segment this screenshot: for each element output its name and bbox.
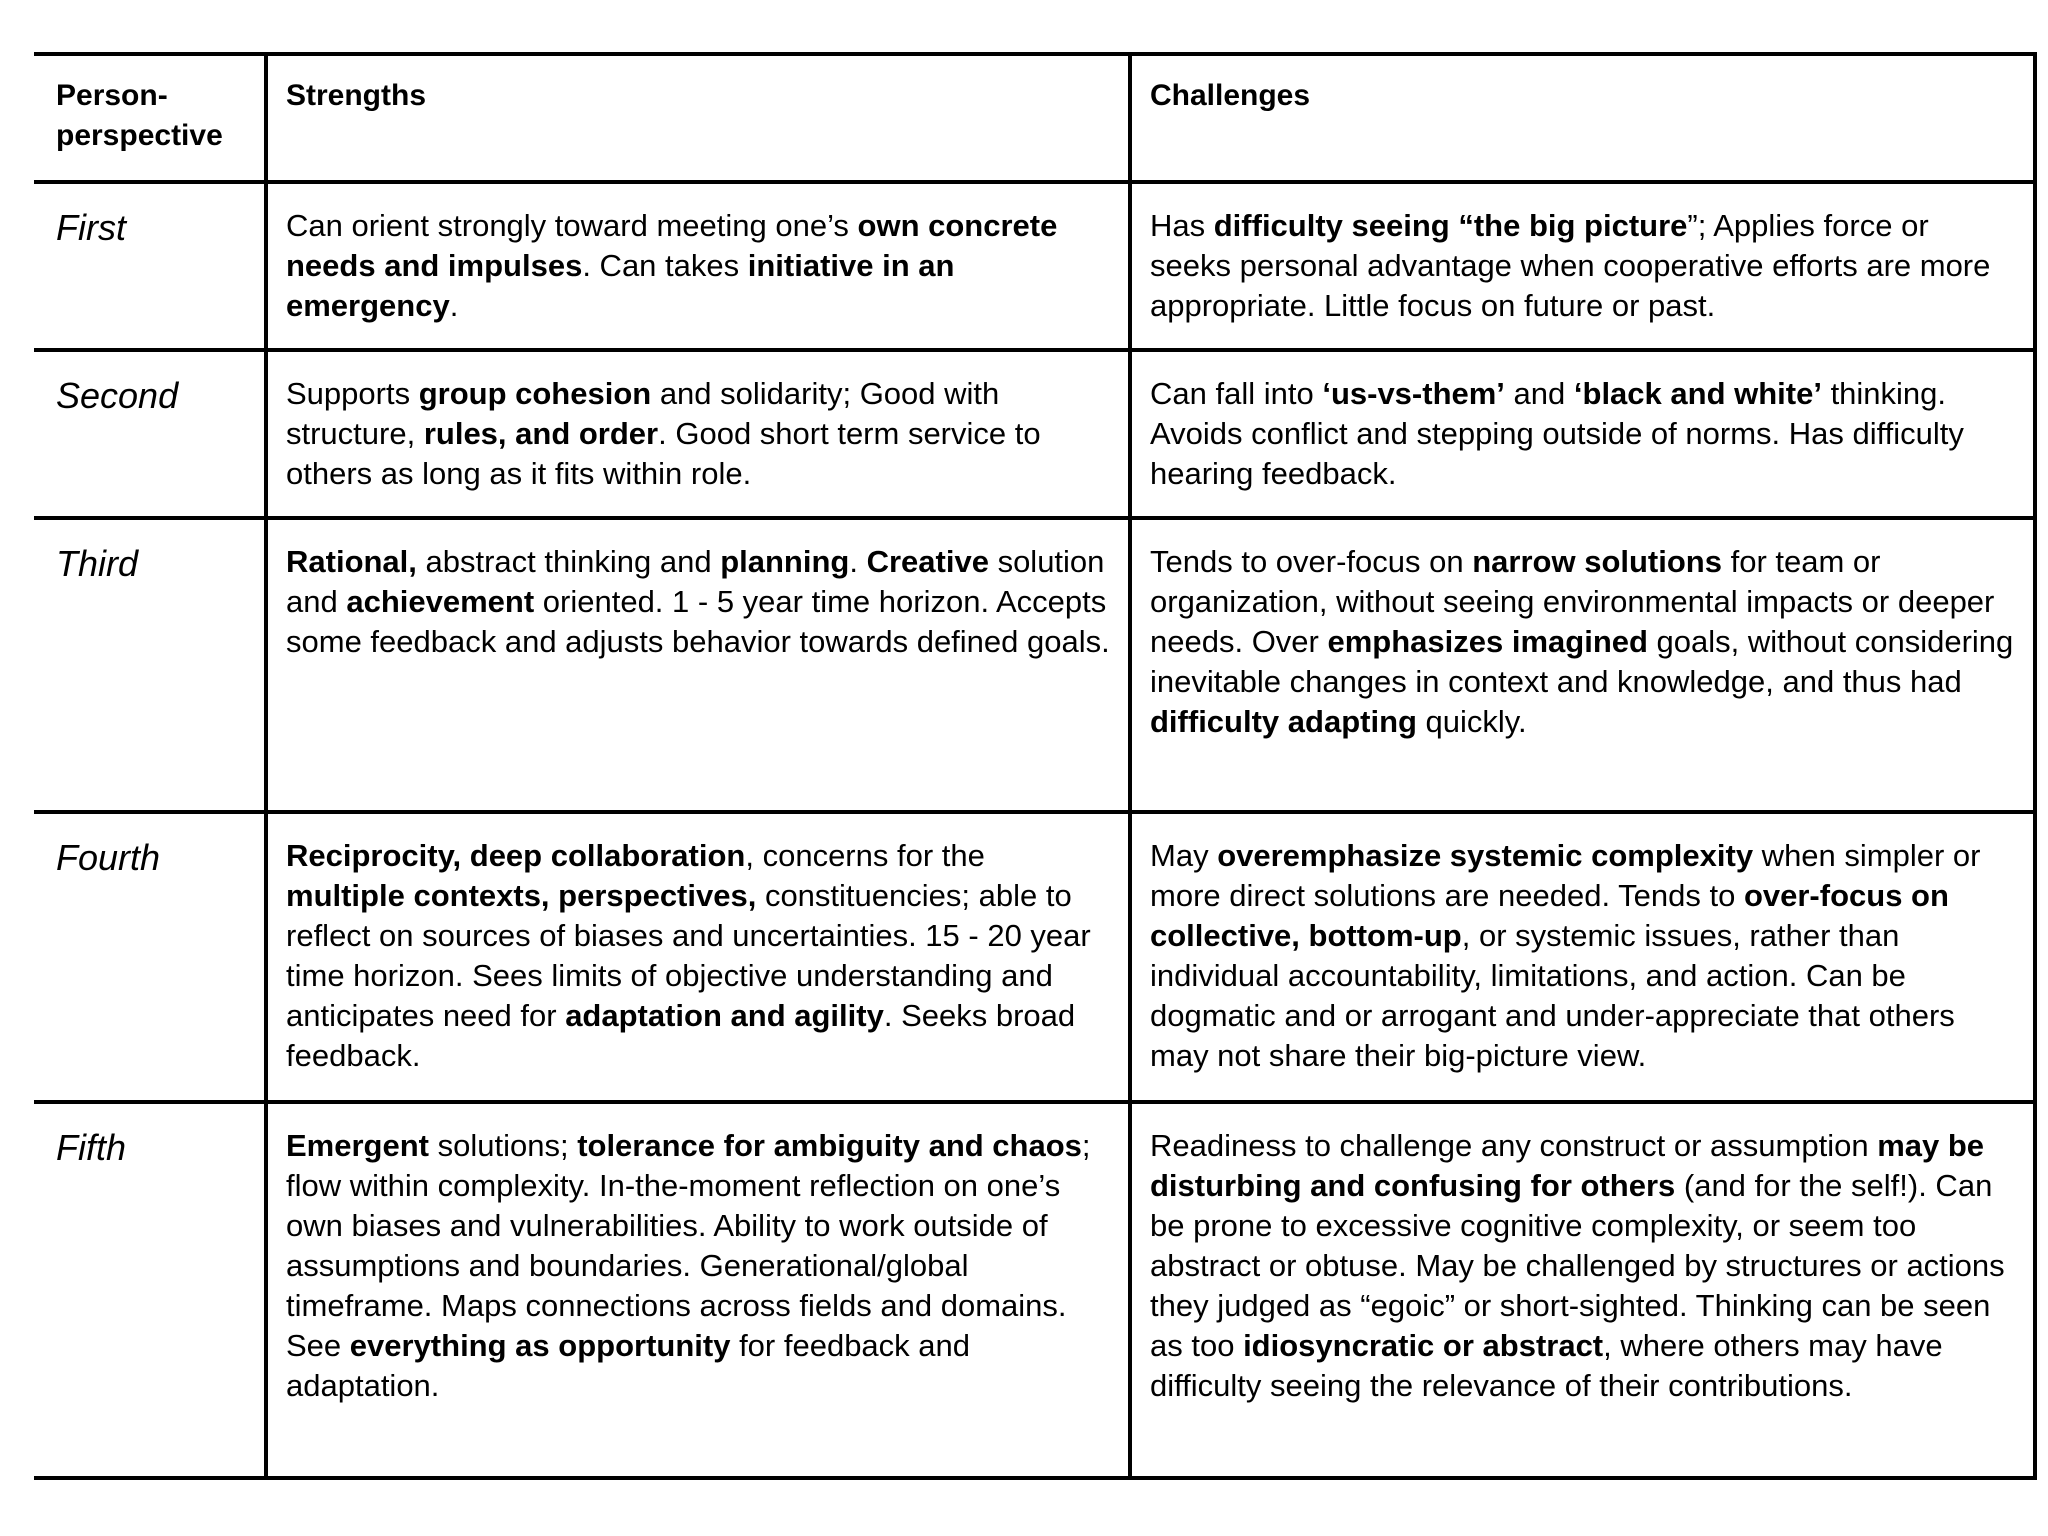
bold-text-run: adaptation and agility — [565, 998, 884, 1033]
bold-text-run: multiple contexts, perspectives, — [286, 878, 757, 913]
bold-text-run: idiosyncratic or abstract — [1243, 1328, 1604, 1363]
text-run: Tends to over-focus on — [1150, 544, 1473, 579]
bold-text-run: rules, and order — [423, 416, 659, 451]
table-row — [36, 350, 2035, 518]
perspective-cell: Fifth — [36, 1102, 266, 1478]
table-row — [36, 1102, 2035, 1478]
bold-text-run: Emergent — [286, 1128, 429, 1163]
bold-text-run: narrow solutions — [1472, 544, 1722, 579]
text-run: , or systemic issues, rather than individual accountability, limitations, and action. Can be dogmatic and or arrogant and under-appreciate that others may not share their big-picture view. — [1150, 918, 1955, 1073]
challenges-cell — [1130, 812, 2035, 1102]
text-run: . Good short term service to others as long as it fits within role. — [286, 416, 1041, 491]
perspectives-table — [34, 52, 2037, 1480]
text-run: oriented. 1 - 5 year time horizon. Accepts some feedback and adjusts behavior towards defined goals. — [286, 584, 1110, 659]
bold-text-run: ‘black and white’ — [1573, 376, 1822, 411]
text-run: goals, without considering inevitable changes in context and knowledge, and thus had — [1150, 624, 2014, 699]
strengths-cell — [266, 812, 1130, 1102]
text-run: Has — [1150, 208, 1214, 243]
text-run: Supports — [286, 376, 419, 411]
bold-text-run: difficulty seeing “the big picture — [1213, 208, 1688, 243]
text-run: for feedback and adaptation. — [286, 1328, 971, 1403]
text-run: ; flow within complexity. In-the-moment reflection on one’s own biases and vulnerabilities. Ability to work outside of assumptions and boundaries. Generational/global timeframe. Maps connections across fields and domains. See — [286, 1128, 1091, 1363]
text-run: Readiness to challenge any construct or assumption — [1150, 1128, 1878, 1163]
text-run: when simpler or more direct solutions are needed. Tends to — [1150, 838, 1981, 913]
strengths-cell — [266, 350, 1130, 518]
bold-text-run: achievement — [346, 584, 535, 619]
bold-text-run: may be disturbing and confusing for others — [1150, 1128, 1985, 1203]
text-run: thinking. Avoids conflict and stepping outside of norms. Has difficulty hearing feedback. — [1150, 376, 1964, 491]
perspective-cell: Second — [36, 350, 266, 518]
header-challenges: Challenges — [1130, 54, 2035, 182]
bold-text-run: initiative in an emergency — [286, 248, 955, 323]
bold-text-run: Creative — [866, 544, 989, 579]
header-row — [36, 54, 2035, 182]
text-run: and — [1504, 376, 1574, 411]
bold-text-run: emphasizes imagined — [1327, 624, 1648, 659]
challenges-cell — [1130, 1102, 2035, 1478]
text-run: . Can takes — [582, 248, 748, 283]
challenges-cell — [1130, 182, 2035, 350]
bold-text-run: ‘us-vs-them’ — [1322, 376, 1505, 411]
text-run: May — [1150, 838, 1218, 873]
bold-text-run: over-focus on collective, bottom-up — [1150, 878, 1949, 953]
text-run: , concerns for the — [745, 838, 985, 873]
bold-text-run: difficulty adapting — [1150, 704, 1417, 739]
text-run: abstract thinking and — [416, 544, 721, 579]
text-run: quickly. — [1416, 704, 1527, 739]
text-run: for team or organization, without seeing environmental impacts or deeper needs. Over — [1150, 544, 1995, 659]
text-run: solutions; — [428, 1128, 578, 1163]
bold-text-run: group cohesion — [418, 376, 652, 411]
header-perspective: Person-perspective — [36, 54, 266, 182]
text-run: Can orient strongly toward meeting one’s — [286, 208, 858, 243]
text-run: and solidarity; Good with structure, — [286, 376, 1000, 451]
perspective-cell: Fourth — [36, 812, 266, 1102]
text-run: . — [849, 544, 867, 579]
header-strengths: Strengths — [266, 54, 1130, 182]
text-run: constituencies; able to reflect on sources of biases and uncertainties. 15 - 20 year time horizon. Sees limits of objective understanding and anticipates need for — [286, 878, 1091, 1033]
text-run: , where others may have difficulty seeing the relevance of their contributions. — [1150, 1328, 1943, 1403]
strengths-cell — [266, 1102, 1130, 1478]
challenges-cell — [1130, 350, 2035, 518]
text-run: solution and — [286, 544, 1105, 619]
perspective-cell: Third — [36, 518, 266, 812]
text-run: (and for the self!). Can be prone to excessive cognitive complexity, or seem too abstract or obtuse. May be challenged by structures or actions they judged as “egoic” or short-sighted. Thinking can be seen as too — [1150, 1168, 2005, 1363]
strengths-cell — [266, 182, 1130, 350]
bold-text-run: overemphasize systemic complexity — [1217, 838, 1754, 873]
text-run: . — [449, 288, 459, 323]
bold-text-run: own concrete needs and impulses — [286, 208, 1058, 283]
text-run: ”; Applies force or seeks personal advantage when cooperative efforts are more appropriate. Little focus on future or past. — [1150, 208, 1991, 323]
perspective-cell: First — [36, 182, 266, 350]
table-row — [36, 182, 2035, 350]
text-run: . Seeks broad feedback. — [286, 998, 1076, 1073]
bold-text-run: Reciprocity, deep collaboration — [286, 838, 746, 873]
bold-text-run: everything as opportunity — [349, 1328, 731, 1363]
table-row — [36, 812, 2035, 1102]
strengths-cell — [266, 518, 1130, 812]
table-row — [36, 518, 2035, 812]
bold-text-run: tolerance for ambiguity and chaos — [577, 1128, 1082, 1163]
bold-text-run: planning — [720, 544, 850, 579]
text-run: Can fall into — [1150, 376, 1323, 411]
challenges-cell — [1130, 518, 2035, 812]
bold-text-run: Rational, — [286, 544, 417, 579]
